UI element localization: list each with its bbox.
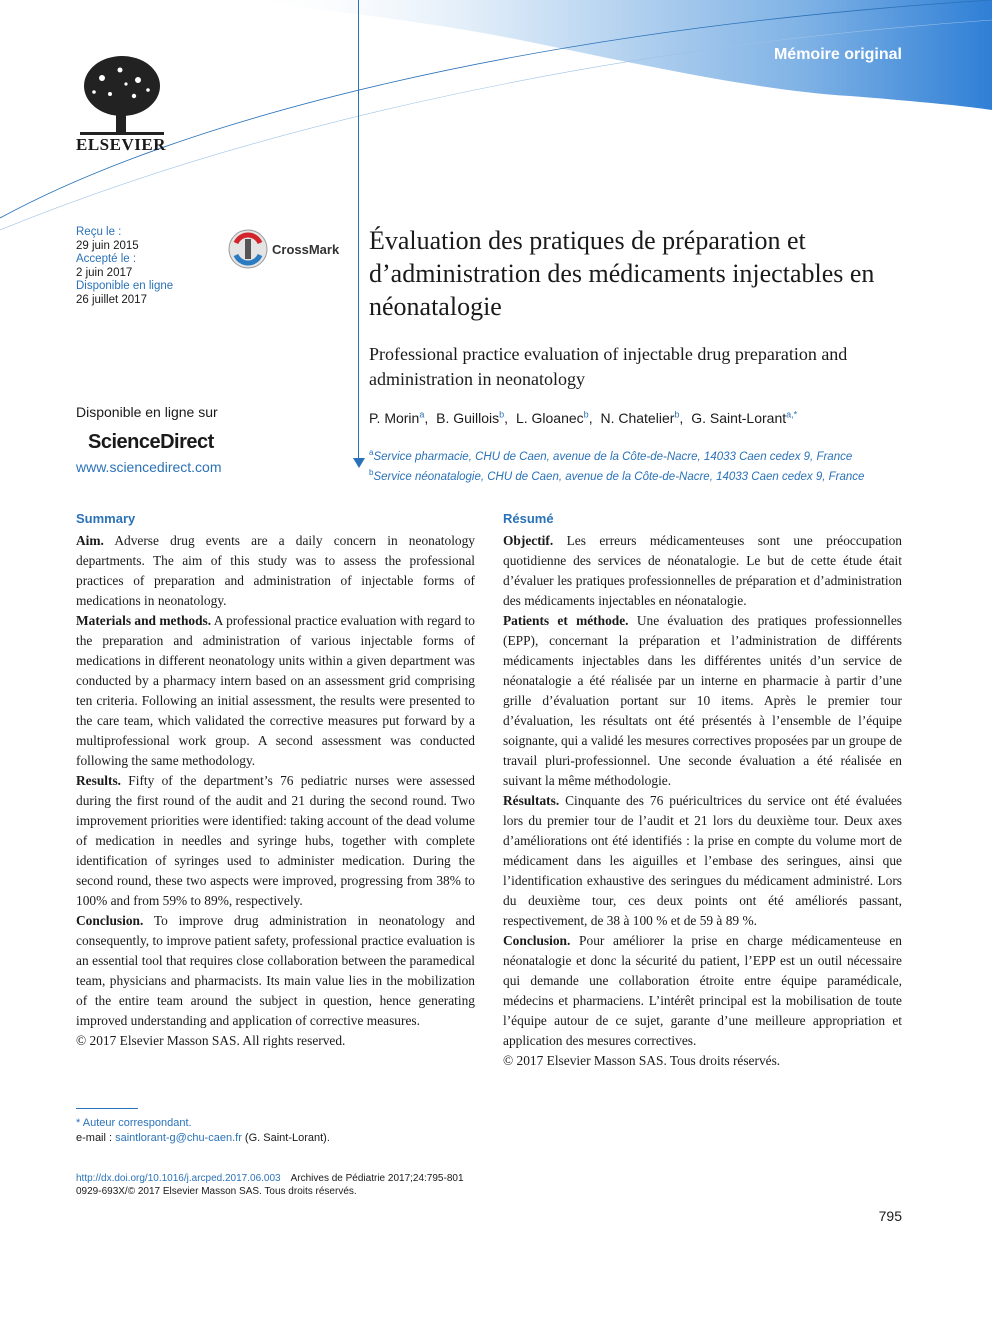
author-list: P. Morin$^a$, B. Guillois$^b$, L. Gloanec$^b$, N. Chatelier$^b$, G. Saint-Lorant$^{a,*}$: [369, 409, 798, 426]
sciencedirect-link[interactable]: www.sciencedirect.com: [76, 459, 222, 475]
summary-copyright: © 2017 Elsevier Masson SAS. All rights reserved.: [76, 1033, 346, 1048]
resume-methods: Patients et méthode. Une évaluation des pratiques professionnelles (EPP), concernant la préparation et l’administration de différents médicaments injectables dans les différentes unités d’un service de néonatalogie a été réalisée par un interne en pharmacie à partir d’une grille d’évaluation portant sur 10 items. Après le premier tour d’évaluation, les résultats ont été présentés à l’ensemble de l’équipe soignante, qui a validé les mesures correctives proposées par un groupe de travail pluri-professionnel. Une seconde évaluation a été réalisée en suivant la même méthodologie.: [503, 613, 902, 788]
footnote-marker: *: [76, 1117, 81, 1129]
issn-line: 0929-693X/© 2017 Elsevier Masson SAS. Tous droits réservés.: [76, 1186, 357, 1197]
author[interactable]: N. Chatelier$^b$: [600, 409, 680, 426]
crossmark-icon: [228, 229, 268, 269]
accepted-label: Accepté le :: [76, 253, 137, 265]
resume-results: Résultats. Cinquante des 76 puéricultrices du service ont été évaluées lors du premier tour de l’audit et 21 lors du deuxième tour. Deux axes d’améliorations ont été identifiés : la prise en compte du volume mort de médicament dans les aiguilles et l’embase des seringues, ainsi que l’identification exhaustive des seringues du médicament administré. Lors du deuxième tour, ces deux points ont été améliorés passant, respectivement, de 38 à 100 % et de 59 à 89 %.: [503, 793, 902, 928]
affiliation: $^b$Service néonatalogie, CHU de Caen, avenue de la Côte-de-Nacre, 14033 Caen cedex 9, France: [369, 467, 865, 483]
footnote-rule: [76, 1108, 138, 1109]
resume-conclusion: Conclusion. Pour améliorer la prise en charge médicamenteuse en néonatalogie et donc la sécurité du patient, l’EPP est un outil nécessaire qui demande une collaboration étroite entre équipe paramédicale, médecins et pharmaciens. L’intérêt principal est la mobilisation de toute l’équipe autour de ce sujet, garante d’une meilleure appropriation et application des mesures correctives.: [503, 933, 902, 1048]
journal-citation: Archives de Pédiatrie 2017;24:795-801: [290, 1173, 464, 1184]
corresponding-author-footnote: [76, 1116, 330, 1146]
email-owner: (G. Saint-Lorant).: [244, 1132, 330, 1144]
resume-objective: Objectif. Les erreurs médicamenteuses sont une préoccupation quotidienne des services de néonatalogie. Le but de cette étude était d’évaluer les pratiques professionnelles de préparation et d’administration des médicaments injectables en néonatalogie.: [503, 533, 902, 608]
available-online-label: Disponible en ligne sur: [76, 404, 218, 420]
arrow-down-icon: [353, 458, 365, 468]
crossmark-badge[interactable]: [228, 229, 339, 269]
article-title-fr: Évaluation des pratiques de préparation et d’administration des médicaments injectables en néonatalogie: [369, 226, 875, 321]
summary-heading: Summary: [76, 511, 136, 526]
article-type-label: Mémoire original: [773, 46, 902, 63]
summary-aim: Aim. Adverse drug events are a daily concern in neonatology departments. The aim of this study was to assess the professional practices of preparation and administration of injectable forms of medications in neonatology.: [76, 533, 476, 608]
email-label: e-mail :: [76, 1132, 113, 1144]
author[interactable]: G. Saint-Lorant$^{a,*}$: [691, 409, 798, 426]
author[interactable]: L. Gloanec$^b$: [515, 409, 589, 426]
corresponding-author-label: Auteur correspondant.: [82, 1117, 192, 1129]
summary-conclusion: Conclusion. To improve drug administration in neonatology and consequently, to improve patient safety, professional practice evaluation is an essential tool that requires close collaboration between the paramedical team, physicians and pharmacists. Its main value lies in the mobilization of the entire team around the subject in question, hence generating improved understanding and application of corrective measures.: [76, 913, 475, 1028]
summary-results: Results. Fifty of the department’s 76 pediatric nurses were assessed during the first round of the audit and 21 during the second round. Two improvement priorities were identified: taking account of the dead volume of medication in needles and syringe hubs, together with complete identification of syringes used to administer medication. During the second round, these two aspects were improved, progressing from 38% to 100% and from 59% to 89%, respectively.: [76, 773, 475, 908]
resume-copyright: © 2017 Elsevier Masson SAS. Tous droits réservés.: [503, 1053, 781, 1068]
doi-link[interactable]: http://dx.doi.org/10.1016/j.arcped.2017.06.003: [76, 1173, 281, 1184]
resume-heading: Résumé: [503, 511, 554, 526]
received-label: Reçu le :: [76, 226, 122, 238]
page-number: 795: [878, 1208, 902, 1224]
page-footer: [76, 1172, 464, 1198]
vertical-rule: [358, 0, 359, 462]
email-link[interactable]: saintlorant-g@chu-caen.fr: [115, 1132, 242, 1144]
affiliations: [369, 445, 909, 485]
accepted-date: 2 juin 2017: [76, 266, 133, 279]
publisher-name: ELSEVIER: [76, 135, 166, 154]
resume-section: [503, 510, 902, 1071]
online-label: Disponible en ligne: [76, 280, 174, 292]
author[interactable]: P. Morin$^a$: [369, 409, 425, 426]
sciencedirect-logo: ScienceDirect: [88, 431, 214, 453]
affiliation: $^a$Service pharmacie, CHU de Caen, avenue de la Côte-de-Nacre, 14033 Caen cedex 9, France: [369, 448, 853, 463]
crossmark-label: CrossMark: [272, 241, 340, 257]
author[interactable]: B. Guillois$^b$: [436, 409, 505, 426]
summary-section: [76, 510, 475, 1051]
article-dates: [76, 226, 173, 307]
online-date: 26 juillet 2017: [76, 293, 147, 306]
article-title-en: Professional practice evaluation of injectable drug preparation and administration in neonatology: [369, 344, 848, 389]
summary-methods: Materials and methods. A professional practice evaluation with regard to the preparation and administration of various injectable forms of medications in different neonatology units within a given department was conducted by a pharmacy intern based on an assessment grid comprising ten criteria. Following an initial assessment, the results were presented to the care team, which validated the corrective measures put forward by a multiprofessional work group. A second assessment was conducted following the same methodology.: [76, 613, 475, 768]
received-date: 29 juin 2015: [76, 239, 139, 252]
